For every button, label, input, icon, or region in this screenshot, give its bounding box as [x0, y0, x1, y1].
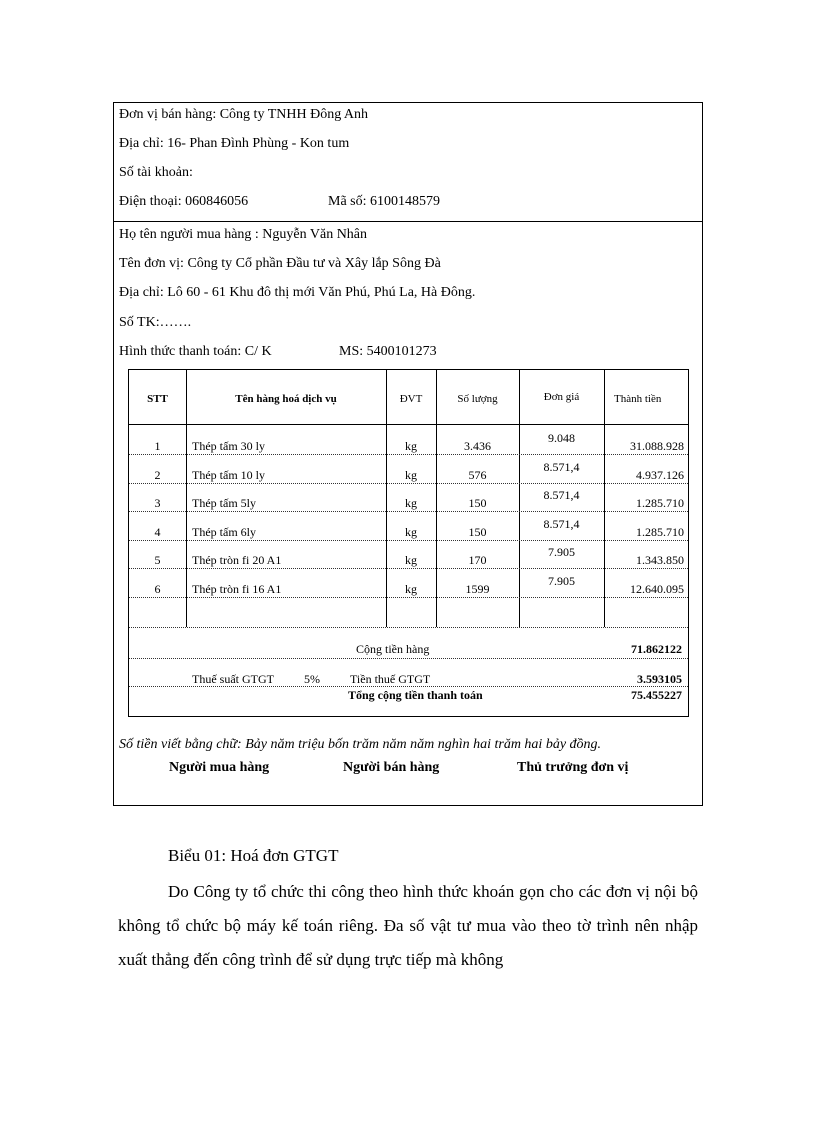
cell-unit: kg	[405, 553, 417, 567]
total-label: Tổng cộng tiền thanh toán	[348, 688, 483, 702]
signature-seller: Người bán hàng	[343, 760, 440, 775]
cell-qty: 576	[468, 467, 487, 482]
header-stt: STT	[147, 393, 168, 405]
cell-stt: 2	[154, 467, 161, 482]
amount-in-words: Số tiền viết bằng chữ: Bảy năm triệu bốn trăm năm năm nghìn hai trăm hai bảy đồng.	[119, 737, 602, 752]
seller-phone: Điện thoại: 060846056	[119, 194, 249, 209]
vat-amount-value: 3.593105	[637, 672, 682, 686]
cell-stt: 6	[154, 581, 161, 596]
header-unit: ĐVT	[399, 393, 423, 405]
buyer-account: Số TK:…….	[119, 315, 192, 330]
paragraph-text: Do Công ty tổ chức thi công theo hình thức khoán gọn cho các đơn vị nội bộ không tổ chức bộ máy kế toán riêng. Đa số vật tư mua vào theo tờ trình nên nhập xuất thẳng đến công trình để sử dụng trực tiếp mà không	[118, 882, 698, 969]
signature-buyer: Người mua hàng	[169, 760, 270, 775]
dotted-line	[129, 686, 688, 687]
header-divider	[129, 424, 688, 425]
cell-amount: 31.088.928	[630, 439, 684, 453]
cell-amount: 12.640.095	[630, 581, 684, 596]
seller-name: Đơn vị bán hàng: Công ty TNHH Đông Anh	[119, 107, 369, 122]
row-divider	[129, 454, 688, 455]
cell-amount: 1.343.850	[636, 553, 684, 567]
cell-name: Thép tấm 10 ly	[192, 467, 265, 482]
cell-stt: 4	[154, 524, 161, 539]
header-price: Đơn giá	[543, 391, 580, 403]
invoice-box	[113, 102, 703, 806]
row-divider	[129, 568, 688, 569]
cell-amount: 1.285.710	[636, 496, 684, 510]
seller-tax-code: Mã số: 6100148579	[328, 194, 440, 209]
row-divider	[129, 540, 688, 541]
cell-price: 7.905	[548, 573, 575, 588]
cell-price: 7.905	[548, 545, 575, 559]
cell-price: 8.571,4	[543, 459, 580, 474]
cell-stt: 5	[154, 553, 161, 567]
buyer-address: Địa chỉ: Lô 60 - 61 Khu đô thị mới Văn Phú, Phú La, Hà Đông.	[119, 285, 476, 300]
cell-name: Thép tròn fi 20 A1	[192, 553, 282, 567]
cell-qty: 1599	[465, 581, 490, 596]
figure-caption: Biểu 01: Hoá đơn GTGT	[168, 846, 339, 865]
cell-unit: kg	[405, 524, 417, 539]
items-table	[128, 369, 689, 717]
vat-rate-label: Thuế suất GTGT	[192, 672, 274, 686]
cell-qty: 150	[468, 496, 487, 510]
cell-price: 8.571,4	[543, 488, 580, 502]
cell-price: 8.571,4	[543, 516, 580, 531]
seller-account: Số tài khoản:	[119, 165, 193, 180]
cell-stt: 3	[154, 496, 161, 510]
buyer-tax-code: MS: 5400101273	[339, 344, 437, 359]
cell-name: Thép tấm 6ly	[192, 524, 256, 539]
cell-unit: kg	[405, 581, 417, 596]
cell-qty: 150	[468, 524, 487, 539]
buyer-payment: Hình thức thanh toán: C/ K	[119, 344, 272, 359]
row-divider	[129, 597, 688, 598]
dotted-line	[129, 627, 688, 628]
section-divider	[114, 221, 702, 222]
header-name: Tên hàng hoá dịch vụ	[235, 393, 337, 405]
row-divider	[129, 511, 688, 512]
col-divider	[604, 370, 605, 627]
col-divider	[186, 370, 187, 627]
cell-stt: 1	[154, 439, 161, 453]
cell-unit: kg	[405, 439, 417, 453]
dotted-line	[129, 658, 688, 659]
vat-rate-value: 5%	[304, 672, 320, 686]
cell-amount: 1.285.710	[636, 524, 684, 539]
signature-head: Thủ trưởng đơn vị	[517, 760, 629, 775]
seller-address: Địa chỉ: 16- Phan Đình Phùng - Kon tum	[119, 136, 350, 151]
subtotal-label: Cộng tiền hàng	[356, 642, 430, 656]
cell-unit: kg	[405, 467, 417, 482]
buyer-name: Họ tên người mua hàng : Nguyễn Văn Nhân	[119, 227, 368, 242]
cell-amount: 4.937.126	[636, 467, 684, 482]
buyer-unit: Tên đơn vị: Công ty Cổ phần Đầu tư và Xây lắp Sông Đà	[119, 256, 441, 271]
cell-name: Thép tấm 30 ly	[192, 439, 265, 453]
header-amount: Thành tiền	[614, 393, 662, 405]
cell-qty: 170	[468, 553, 487, 567]
row-divider	[129, 483, 688, 484]
cell-price: 9.048	[548, 431, 575, 445]
body-paragraph	[118, 875, 698, 977]
vat-amount-label: Tiền thuế GTGT	[350, 672, 431, 686]
cell-name: Thép tròn fi 16 A1	[192, 581, 282, 596]
cell-unit: kg	[405, 496, 417, 510]
header-qty: Số lượng	[457, 393, 498, 405]
total-value: 75.455227	[631, 688, 682, 702]
subtotal-value: 71.862122	[631, 642, 682, 656]
cell-qty: 3.436	[464, 439, 491, 453]
cell-name: Thép tấm 5ly	[192, 496, 256, 510]
